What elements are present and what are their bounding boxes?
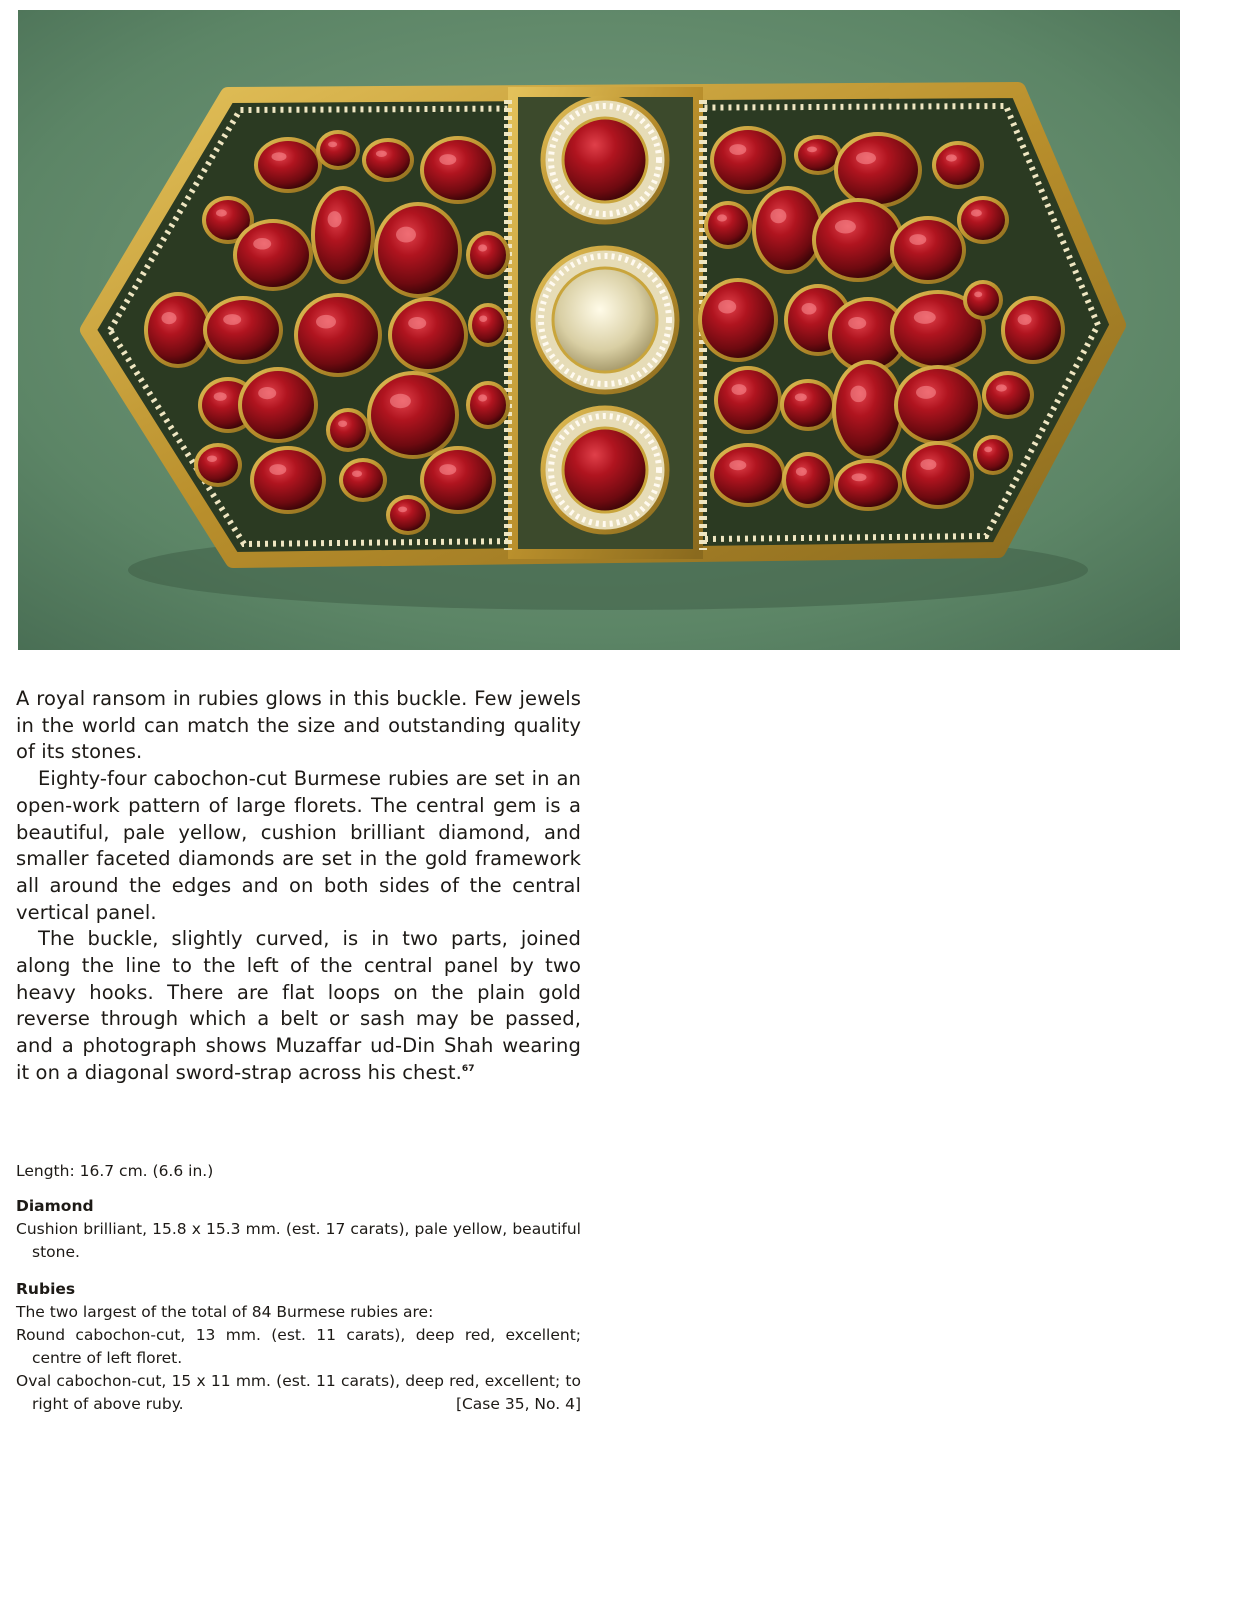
ruby-cabochon	[242, 371, 314, 439]
ruby-highlight	[920, 459, 936, 470]
ruby-cabochon	[784, 383, 832, 427]
ruby-cabochon	[392, 301, 464, 369]
paragraph-3	[16, 926, 581, 1086]
ruby-cabochon	[894, 220, 962, 280]
ruby-highlight	[717, 214, 727, 221]
description-text	[16, 686, 581, 1087]
footnote-ref: 67	[461, 1063, 475, 1074]
jewel-buckle-photo	[18, 10, 1180, 650]
ruby-highlight	[479, 315, 487, 321]
ruby-cabochon	[371, 375, 455, 455]
ruby-highlight	[439, 154, 456, 165]
ruby-cabochon	[967, 284, 999, 316]
central-diamond	[553, 268, 657, 372]
ruby-highlight	[253, 238, 271, 250]
ruby-highlight	[258, 387, 276, 399]
ruby-highlight	[214, 392, 227, 401]
ruby-cabochon	[708, 205, 748, 245]
ruby-cabochon	[470, 235, 506, 275]
ruby-highlight	[852, 473, 867, 481]
paragraph-3-text: The buckle, slightly curved, is in two parts, joined along the line to the left of the central panel by two heavy hooks. There are flat loops on the plain gold reverse through which a belt or sash may be passed, and a photograph shows Muzaffar ud-Din Shah wearing it on a diagonal sword-strap across his chest.	[16, 927, 581, 1084]
ruby-cabochon	[718, 370, 778, 430]
ruby-cabochon	[470, 385, 506, 425]
ruby-highlight	[984, 447, 992, 453]
ruby-highlight	[316, 315, 336, 329]
ruby-highlight	[408, 317, 426, 329]
ruby-cabochon	[315, 190, 371, 280]
rubies-intro: The two largest of the total of 84 Burmese rubies are:	[16, 1303, 434, 1321]
ruby-cabochon	[816, 202, 900, 278]
ruby-cabochon	[977, 439, 1009, 471]
rubies-heading: Rubies	[16, 1280, 76, 1298]
ruby-cabochon	[237, 223, 309, 287]
ruby-cabochon	[366, 142, 410, 178]
ruby-highlight	[835, 220, 856, 234]
ruby-cabochon	[1005, 300, 1061, 360]
ruby-cabochon	[836, 364, 900, 456]
ruby-cabochon	[798, 139, 838, 171]
ruby-highlight	[856, 152, 876, 164]
ruby-cabochon	[390, 499, 426, 531]
ruby-cabochon	[258, 141, 318, 189]
ruby-highlight	[732, 384, 747, 395]
ruby-cabochon	[424, 140, 492, 200]
ruby-2-description: Oval cabochon-cut, 15 x 11 mm. (est. 11 carats), deep red, excellent; to right of above ruby.	[16, 1372, 581, 1413]
ruby-highlight	[338, 420, 347, 426]
ruby-cabochon	[424, 450, 492, 510]
ruby-highlight	[352, 470, 362, 476]
ruby-highlight	[328, 211, 342, 227]
ruby-cabochon	[906, 445, 970, 505]
diamond-heading: Diamond	[16, 1197, 94, 1215]
ruby-highlight	[909, 234, 926, 245]
ruby-highlight	[996, 384, 1007, 391]
ruby-cabochon	[961, 200, 1005, 240]
ruby-highlight	[729, 144, 746, 155]
ruby-highlight	[848, 317, 866, 329]
ruby-cabochon	[298, 297, 378, 373]
ruby-highlight	[795, 393, 807, 401]
ruby-cabochon	[207, 300, 279, 360]
ruby-cabochon	[714, 447, 782, 503]
ruby-highlight	[272, 152, 287, 161]
ruby-cabochon	[986, 375, 1030, 415]
ruby-cabochon	[838, 463, 898, 507]
ruby-highlight	[439, 464, 456, 475]
ruby-highlight	[796, 467, 807, 476]
ruby-highlight	[1018, 314, 1032, 325]
case-reference: [Case 35, No. 4]	[455, 1395, 581, 1413]
ruby-highlight	[770, 209, 786, 223]
ruby-2-line	[16, 1370, 581, 1416]
ruby-highlight	[971, 209, 982, 216]
ruby-highlight	[718, 300, 736, 314]
ruby-highlight	[269, 464, 286, 475]
ruby-highlight	[850, 386, 866, 403]
specifications	[16, 1160, 581, 1416]
ruby-cabochon	[786, 456, 830, 504]
ruby-cabochon	[330, 412, 366, 448]
ruby-cabochon	[714, 130, 782, 190]
ruby-cabochon	[898, 369, 978, 441]
ruby-highlight	[478, 244, 487, 251]
ruby-highlight	[376, 150, 387, 156]
ruby-highlight	[223, 314, 241, 325]
ruby-highlight	[478, 394, 487, 401]
ruby-highlight	[916, 386, 936, 399]
ruby-highlight	[946, 154, 957, 161]
ruby-highlight	[974, 292, 982, 298]
ruby-highlight	[162, 312, 177, 324]
ruby-cabochon	[756, 190, 820, 270]
central-ruby-bottom	[563, 428, 647, 512]
ruby-cabochon	[254, 450, 322, 510]
ruby-cabochon	[320, 134, 356, 166]
ruby-highlight	[398, 507, 407, 513]
ruby-highlight	[207, 455, 217, 461]
ruby-cabochon	[198, 447, 238, 483]
ruby-highlight	[914, 311, 936, 324]
ruby-cabochon	[838, 136, 918, 204]
ruby-cabochon	[702, 282, 774, 358]
ruby-highlight	[390, 394, 411, 408]
ruby-highlight	[328, 142, 337, 148]
ruby-highlight	[802, 303, 817, 315]
ruby-highlight	[216, 209, 227, 216]
paragraph-1: A royal ransom in rubies glows in this buckle. Few jewels in the world can match the size and outstanding quality of its stones.	[16, 687, 581, 764]
ruby-cabochon	[472, 307, 504, 343]
diamond-description: Cushion brilliant, 15.8 x 15.3 mm. (est. 17 carats), pale yellow, beautiful stone.	[16, 1220, 581, 1261]
paragraph-2: Eighty-four cabochon-cut Burmese rubies are set in an open-work pattern of large florets. The central gem is a beautiful, pale yellow, cushion brilliant diamond, and smaller faceted diamonds are set in the gold framework all around the edges and on both sides of the central vertical panel.	[16, 767, 581, 924]
central-ruby-top	[563, 118, 647, 202]
ruby-cabochon	[936, 145, 980, 185]
length-spec: Length: 16.7 cm. (6.6 in.)	[16, 1162, 214, 1180]
ruby-highlight	[807, 147, 817, 153]
ruby-highlight	[396, 227, 416, 243]
ruby-cabochon	[148, 296, 208, 364]
ruby-highlight	[729, 460, 746, 470]
ruby-cabochon	[378, 206, 458, 294]
ruby-1-description: Round cabochon-cut, 13 mm. (est. 11 carats), deep red, excellent; centre of left floret.	[16, 1326, 581, 1367]
ruby-cabochon	[343, 462, 383, 498]
